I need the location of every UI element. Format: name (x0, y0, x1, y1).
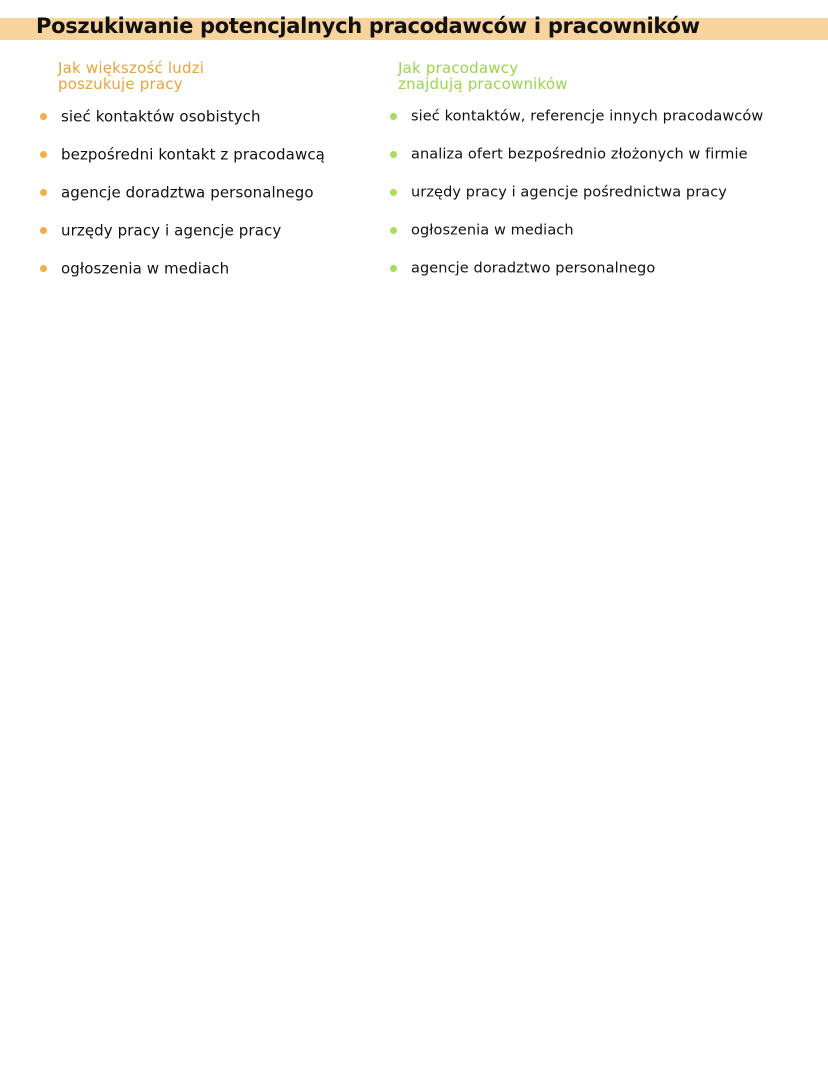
list-item-text: urzędy pracy i agencje pośrednictwa pracy (411, 184, 727, 201)
heading-line: Jak pracodawcy (398, 59, 519, 77)
bullet-dot-icon (40, 265, 47, 272)
list-item-text: bezpośredni kontakt z pracodawcą (61, 145, 325, 164)
bullet-dot-icon (390, 227, 397, 234)
list-item (384, 256, 814, 294)
bullet-dot-icon (390, 265, 397, 272)
bullet-dot-icon (390, 151, 397, 158)
heading-line: znajdują pracowników (398, 75, 568, 93)
employers-list (384, 104, 814, 294)
bullet-dot-icon (40, 113, 47, 120)
list-item-text: ogłoszenia w mediach (61, 259, 230, 278)
bullet-dot-icon (390, 113, 397, 120)
job-seekers-column (34, 60, 374, 294)
list-item (34, 256, 374, 294)
list-item (34, 142, 374, 180)
list-item (34, 180, 374, 218)
list-item (384, 218, 814, 256)
list-item (34, 104, 374, 142)
job-seekers-list (34, 104, 374, 294)
list-item (34, 218, 374, 256)
list-item-text: sieć kontaktów osobistych (61, 107, 261, 126)
list-item-text: agencje doradztwo personalnego (411, 260, 656, 277)
job-seekers-heading (58, 60, 374, 104)
heading-line: Jak większość ludzi (58, 59, 205, 77)
list-item-text: urzędy pracy i agencje pracy (61, 221, 282, 240)
list-item (384, 104, 814, 142)
list-item-text: ogłoszenia w mediach (411, 222, 574, 239)
employers-column (384, 60, 814, 294)
list-item-text: analiza ofert bezpośrednio złożonych w firmie (411, 146, 748, 163)
bullet-dot-icon (40, 227, 47, 234)
heading-line: poszukuje pracy (58, 75, 183, 93)
employers-heading (398, 60, 814, 104)
page-title: Poszukiwanie potencjalnych pracodawców i pracowników (36, 14, 700, 38)
bullet-dot-icon (40, 151, 47, 158)
list-item-text: agencje doradztwa personalnego (61, 183, 314, 202)
list-item-text: sieć kontaktów, referencje innych pracodawców (411, 108, 764, 125)
list-item (384, 180, 814, 218)
list-item (384, 142, 814, 180)
bullet-dot-icon (40, 189, 47, 196)
bullet-dot-icon (390, 189, 397, 196)
